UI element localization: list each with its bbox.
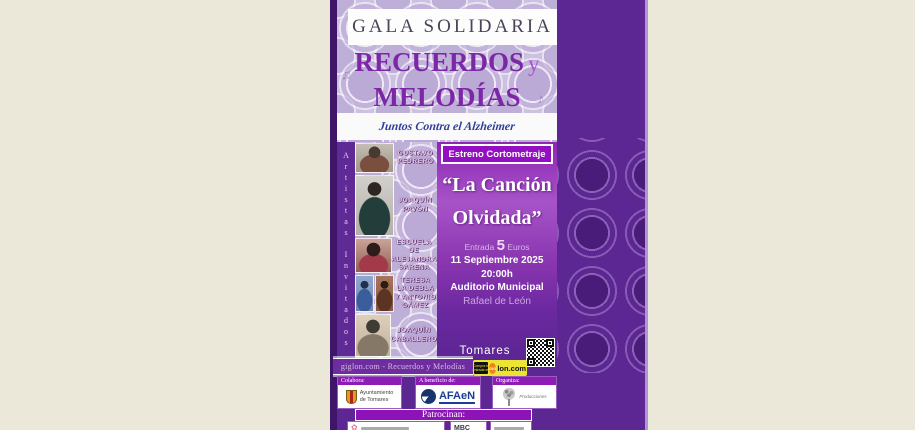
event-venue: Auditorio Municipal — [450, 282, 544, 293]
main-title-word1: RECUERDOS — [354, 47, 525, 77]
badge-small-text: Compra tu entrada en — [472, 364, 490, 372]
music-note-icon: ♪ — [537, 90, 544, 106]
sponsor-logo-placeholder — [494, 427, 524, 430]
giglon-bar: giglon.com - Recuerdos y Melodías — [333, 358, 473, 375]
collaborator-org: Ayuntamiento de Tomares — [359, 390, 394, 403]
gala-poster — [330, 0, 648, 430]
qr-code-icon — [526, 338, 555, 367]
gala-title: GALA SOLIDARIA — [352, 16, 553, 37]
artist-photo — [355, 238, 392, 273]
main-title-conjunction: y — [528, 51, 540, 76]
sponsor-logo-box — [450, 421, 487, 430]
sponsor-logo-placeholder — [361, 427, 409, 430]
sponsor-logo-box — [347, 421, 445, 430]
organizer-box — [492, 376, 557, 409]
sponsor-logo-box — [490, 421, 532, 430]
event-venue-detail: Rafael de León — [463, 295, 531, 307]
collaborator-label: Colabora: — [338, 377, 401, 385]
town-hall-shield-icon — [346, 390, 357, 404]
artist-name: JOAQUÍN CABALLERO — [390, 327, 437, 343]
tree-logo-icon — [502, 388, 516, 406]
artist-name: ESCUELA DE ALEJANDRA SARENA — [391, 238, 437, 271]
artists-list — [355, 142, 437, 358]
artists-vertical-label: Artistas Invitados — [337, 142, 355, 358]
event-details — [437, 239, 557, 308]
event-info-column — [437, 142, 557, 358]
artist-photo — [355, 314, 391, 357]
main-title — [337, 47, 557, 117]
main-title-word2: MELODÍAS — [373, 82, 521, 112]
organizer-org: Producciones — [519, 394, 547, 399]
beneficiary-org: AFAeN — [438, 389, 476, 402]
beneficiary-box — [415, 376, 481, 409]
afaen-logo-icon — [421, 389, 436, 404]
event-date: 11 Septiembre 2025 — [450, 255, 544, 266]
collaborator-box — [337, 376, 402, 409]
artists-section — [337, 142, 437, 358]
beneficiary-label: A beneficio de: — [416, 377, 480, 385]
giglon-logo-icon: GIG — [489, 363, 496, 374]
artist-photo — [355, 143, 394, 173]
list-item — [355, 313, 437, 358]
ticket-price: Entrada 5 Euros — [464, 237, 530, 254]
gala-title-box — [348, 9, 557, 45]
artist-photo — [355, 275, 394, 312]
artist-photo — [355, 175, 394, 236]
organizer-label: Organiza: — [493, 377, 556, 385]
giglon-brand-text: lon.com — [497, 363, 527, 373]
artist-name: GUSTAVO PEDRERO — [397, 149, 434, 165]
artist-name: JOAQUÍN PAVÓN — [398, 197, 433, 213]
music-circles-pattern — [557, 138, 645, 373]
tagline-text: Juntos Contra el Alzheimer — [378, 119, 516, 133]
flower-icon: ✿ — [351, 423, 358, 430]
giglon-ticket-badge — [473, 360, 527, 376]
event-time: 20:00h — [481, 268, 513, 280]
poster-header — [337, 0, 557, 142]
film-title: “La Canción Olvidada” — [442, 174, 552, 229]
event-city: Tomares — [459, 345, 511, 357]
list-item — [355, 174, 437, 237]
list-item — [355, 274, 437, 313]
list-item — [355, 142, 437, 174]
music-note-icon: ♫ — [341, 66, 352, 82]
tagline-strip — [337, 113, 557, 140]
sponsors-banner: Patrocinan: — [355, 409, 532, 421]
list-item — [355, 237, 437, 274]
sponsor-logo-text: MBC — [454, 424, 470, 430]
artist-name: TERESA LA DEBLA Y ANTONIO GÁMEZ — [394, 276, 437, 309]
premiere-banner: Estreno Cortometraje — [441, 144, 553, 164]
